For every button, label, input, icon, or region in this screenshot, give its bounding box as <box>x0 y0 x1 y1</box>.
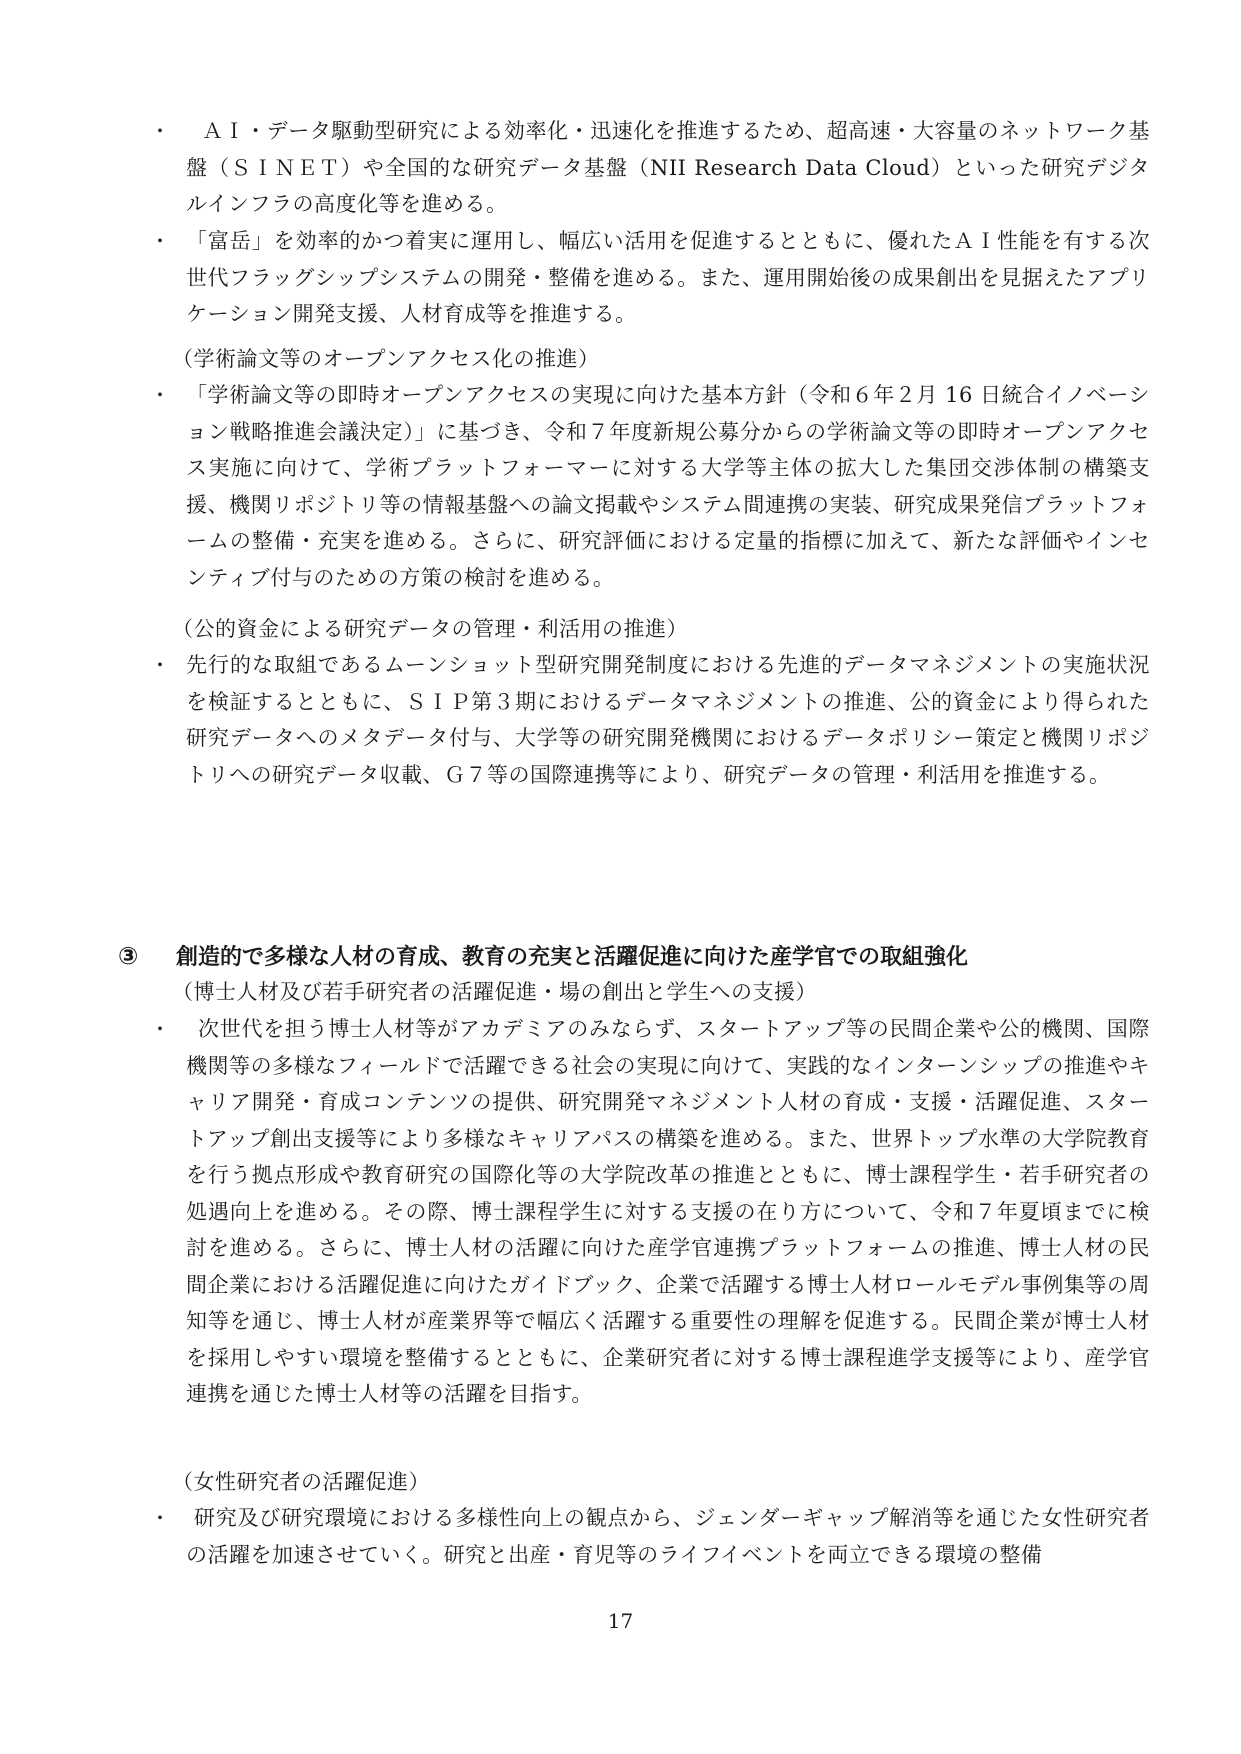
subheading-women-researchers: （女性研究者の活躍促進） <box>172 1470 430 1494</box>
section-title: 創造的で多様な人材の育成、教育の充実と活躍促進に向けた産学官での取組強化 <box>176 945 969 970</box>
bullet-text: 「学術論文等の即時オープンアクセスの実現に向けた基本方針（令和６年２月 16 日統合イノベーション戦略推進会議決定）」に基づき、令和７年度新規公募分からの学術論文等の即時オープンアクセス実施に向けて、学術プラットフォーマーに対する大学等主体の拡大した集団交渉体制の構築支援、機関リポジトリ等の情報基盤への論文掲載やシステム間連携の実装、研究成果発信プラットフォームの整備・充実を進める。さらに、研究評価における定量的指標に加えて、新たな評価やインセンティブ付与のための方策の検討を進める。 <box>186 383 1150 590</box>
bullet-mark: ・ <box>150 653 170 677</box>
bullet-doctoral <box>150 1011 1150 1413</box>
section-number: ③ <box>118 942 139 970</box>
subheading-doctoral: （博士人材及び若手研究者の活躍促進・場の創出と学生への支援） <box>172 980 817 1004</box>
section-heading <box>118 938 1118 976</box>
bullet-text: ＡＩ・データ駆動型研究による効率化・迅速化を推進するため、超高速・大容量のネットワーク基盤（ＳＩＮＥＴ）や全国的な研究データ基盤（NII Research Data Cloud）といった研究デジタルインフラの高度化等を進める。 <box>186 119 1150 216</box>
bullet-open-access <box>150 377 1150 596</box>
bullet-women-researchers <box>150 1500 1150 1573</box>
bullet-mark: ・ <box>150 1506 170 1530</box>
bullet-text: 「富岳」を効率的かつ着実に運用し、幅広い活用を促進するとともに、優れたＡＩ性能を有する次世代フラッグシップシステムの開発・整備を進める。また、運用開始後の成果創出を見据えたアプリケーション開発支援、人材育成等を推進する。 <box>186 229 1150 326</box>
bullet-research-data <box>150 647 1150 793</box>
bullet-text: 次世代を担う博士人材等がアカデミアのみならず、スタートアップ等の民間企業や公的機関、国際機関等の多様なフィールドで活躍できる社会の実現に向けて、実践的なインターンシップの推進やキャリア開発・育成コンテンツの提供、研究開発マネジメント人材の育成・支援・活躍促進、スタートアップ創出支援等により多様なキャリアパスの構築を進める。また、世界トップ水準の大学院教育を行う拠点形成や教育研究の国際化等の大学院改革の推進とともに、博士課程学生・若手研究者の処遇向上を進める。その際、博士課程学生に対する支援の在り方について、令和７年夏頃までに検討を進める。さらに、博士人材の活躍に向けた産学官連携プラットフォームの推進、博士人材の民間企業における活躍促進に向けたガイドブック、企業で活躍する博士人材ロールモデル事例集等の周知等を通じ、博士人材が産業界等で幅広く活躍する重要性の理解を促進する。民間企業が博士人材を採用しやすい環境を整備するとともに、企業研究者に対する博士課程進学支援等により、産学官連携を通じた博士人材等の活躍を目指す。 <box>186 1017 1150 1406</box>
bullet-text: 研究及び研究環境における多様性向上の観点から、ジェンダーギャップ解消等を通じた女性研究者の活躍を加速させていく。研究と出産・育児等のライフイベントを両立できる環境の整備 <box>186 1506 1150 1567</box>
bullet-mark: ・ <box>150 229 170 253</box>
bullet-text: 先行的な取組であるムーンショット型研究開発制度における先進的データマネジメントの実施状況を検証するとともに、ＳＩＰ第３期におけるデータマネジメントの推進、公的資金により得られた研究データへのメタデータ付与、大学等の研究開発機関におけるデータポリシー策定と機関リポジトリへの研究データ収載、Ｇ７等の国際連携等により、研究データの管理・利活用を推進する。 <box>186 653 1150 787</box>
subheading-research-data: （公的資金による研究データの管理・利活用の推進） <box>172 617 688 641</box>
subheading-open-access: （学術論文等のオープンアクセス化の推進） <box>172 347 600 371</box>
page-number: 17 <box>607 1609 634 1633</box>
bullet-mark: ・ <box>150 119 170 143</box>
bullet-fugaku <box>150 223 1150 333</box>
bullet-mark: ・ <box>150 1017 170 1041</box>
bullet-ai-infrastructure <box>150 113 1150 223</box>
bullet-mark: ・ <box>150 383 170 407</box>
